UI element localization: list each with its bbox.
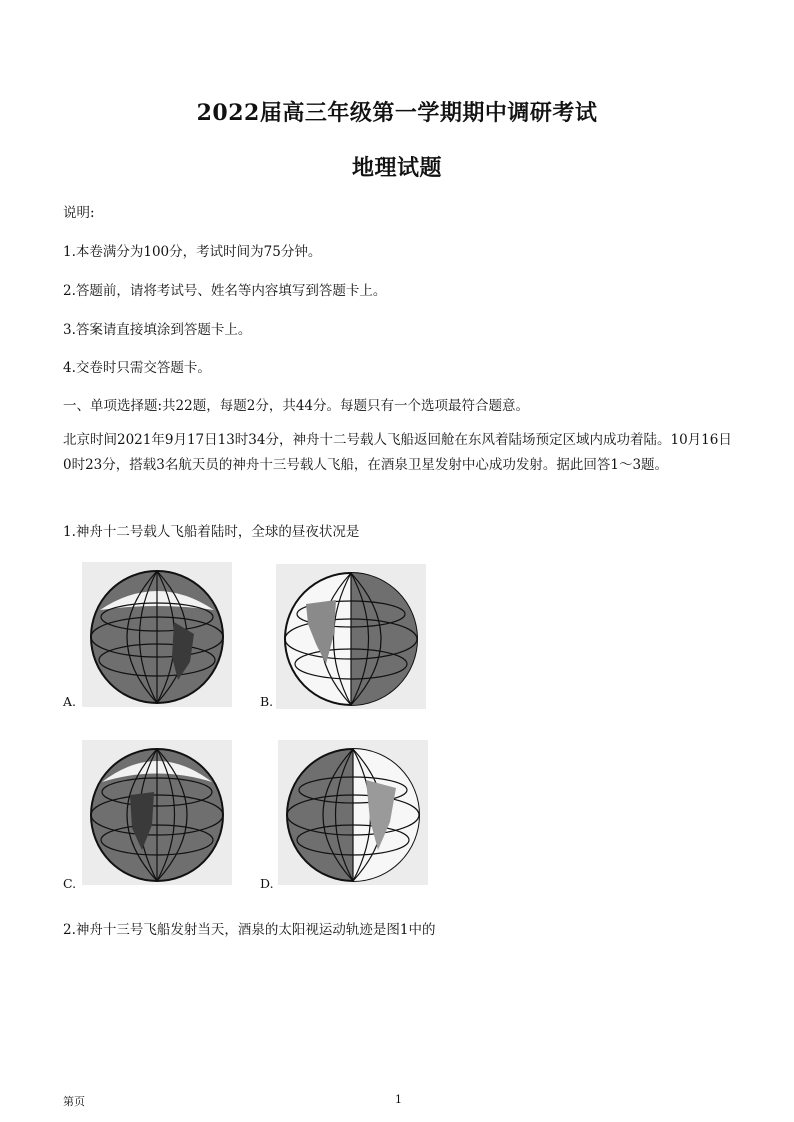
note-item: 4.交卷时只需交答题卡。 [63, 360, 211, 376]
globe-option-a [82, 562, 232, 707]
option-d-label: D. [260, 876, 274, 891]
notes-heading: 说明: [63, 205, 95, 221]
exam-subtitle: 地理试题 [351, 155, 442, 181]
note-item: 2.答题前，请将考试号、姓名等内容填写到答题卡上。 [63, 283, 387, 299]
option-a-label: A. [63, 694, 77, 709]
note-item: 1.本卷满分为100分，考试时间为75分钟。 [63, 244, 322, 260]
option-b-label: B. [260, 694, 274, 709]
question-2-stem: 2.神舟十三号飞船发射当天，酒泉的太阳视运动轨迹是图1中的 [63, 922, 436, 938]
page-number: 1 [395, 1093, 402, 1106]
footer-left: 第页 [63, 1095, 85, 1108]
option-c-label: C. [63, 876, 77, 891]
section-heading: 一、单项选择题:共22题，每题2分，共44分。每题只有一个选项最符合题意。 [63, 398, 529, 414]
globe-option-c [82, 740, 232, 885]
globe-option-b [276, 564, 426, 709]
question-1-stem: 1.神舟十二号载人飞船着陆时，全球的昼夜状况是 [63, 524, 360, 540]
note-item: 3.答案请直接填涂到答题卡上。 [63, 322, 252, 338]
globe-option-d [278, 740, 428, 885]
exam-title: 2022届高三年级第一学期期中调研考试 [196, 100, 598, 126]
passage-text: 北京时间2021年9月17日13时34分，神舟十二号载人飞船返回舱在东风着陆场预定区域内成功着陆。10月16日0时23分，搭载3名航天员的神舟十三号载人飞船，在酒泉卫星发射中心成功发射。据此回答1～3题。 [63, 432, 732, 473]
